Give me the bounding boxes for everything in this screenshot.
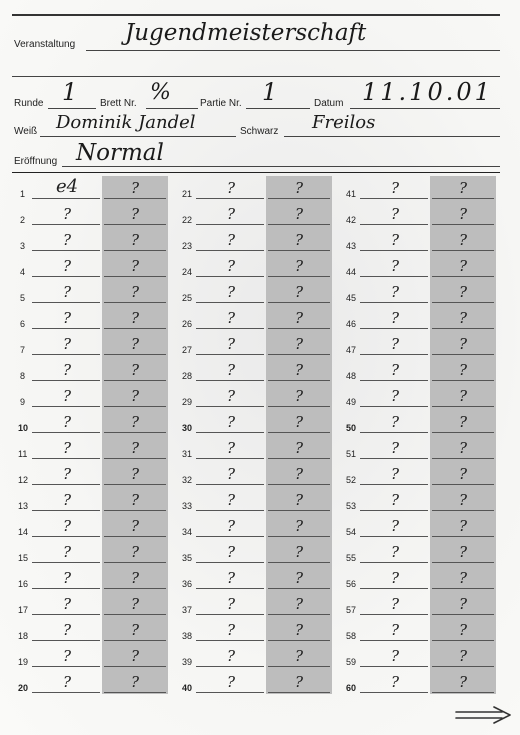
white-move: ? xyxy=(226,491,236,509)
move-number: 31 xyxy=(182,449,193,459)
move-row-2 xyxy=(12,202,174,228)
eroeffnung-label: Eröffnung xyxy=(14,156,58,167)
move-number: 33 xyxy=(182,501,193,511)
white-move: ? xyxy=(62,439,72,457)
black-move: ? xyxy=(458,517,468,535)
black-move: ? xyxy=(294,465,304,483)
white-move: ? xyxy=(390,335,400,353)
white-move: ? xyxy=(226,257,236,275)
move-number: 45 xyxy=(346,293,357,303)
white-move: ? xyxy=(62,595,72,613)
black-move: ? xyxy=(294,257,304,275)
white-move: ? xyxy=(62,257,72,275)
white-move: ? xyxy=(226,309,236,327)
move-row-40 xyxy=(176,670,338,696)
move-number: 27 xyxy=(182,345,193,355)
black-move: ? xyxy=(458,595,468,613)
white-move: ? xyxy=(226,335,236,353)
move-row-53 xyxy=(340,488,502,514)
move-number: 21 xyxy=(182,189,193,199)
black-move: ? xyxy=(294,309,304,327)
move-row-48 xyxy=(340,358,502,384)
move-number: 59 xyxy=(346,657,357,667)
white-move: ? xyxy=(226,673,236,691)
black-move: ? xyxy=(294,231,304,249)
move-row-39 xyxy=(176,644,338,670)
weiss-label: Weiß xyxy=(14,126,38,137)
move-number: 39 xyxy=(182,657,193,667)
move-row-18 xyxy=(12,618,174,644)
black-move: ? xyxy=(130,543,140,561)
move-number: 48 xyxy=(346,371,357,381)
black-move: ? xyxy=(294,413,304,431)
partie-label: Partie Nr. xyxy=(200,98,242,109)
black-move: ? xyxy=(458,673,468,691)
brett-value: % xyxy=(150,80,171,105)
white-move: ? xyxy=(62,309,72,327)
move-row-56 xyxy=(340,566,502,592)
black-move: ? xyxy=(458,231,468,249)
move-number: 8 xyxy=(20,371,26,381)
move-row-54 xyxy=(340,514,502,540)
move-row-26 xyxy=(176,306,338,332)
black-move: ? xyxy=(294,543,304,561)
black-move: ? xyxy=(294,179,304,197)
white-move: ? xyxy=(62,465,72,483)
datum-value: 11.10.01 xyxy=(362,78,493,106)
white-move: ? xyxy=(390,387,400,405)
black-move: ? xyxy=(458,647,468,665)
double-arrow-right-icon xyxy=(454,705,512,725)
black-move: ? xyxy=(294,387,304,405)
move-row-8 xyxy=(12,358,174,384)
move-row-57 xyxy=(340,592,502,618)
white-move: ? xyxy=(62,543,72,561)
move-row-10 xyxy=(12,410,174,436)
black-move: ? xyxy=(294,283,304,301)
move-row-13 xyxy=(12,488,174,514)
white-move: ? xyxy=(226,205,236,223)
white-move: ? xyxy=(62,673,72,691)
move-row-49 xyxy=(340,384,502,410)
move-number: 60 xyxy=(346,683,357,693)
move-row-55 xyxy=(340,540,502,566)
white-move: ? xyxy=(390,517,400,535)
white-move: ? xyxy=(390,309,400,327)
move-number: 29 xyxy=(182,397,193,407)
move-row-17 xyxy=(12,592,174,618)
move-row-11 xyxy=(12,436,174,462)
white-move: ? xyxy=(226,569,236,587)
move-number: 32 xyxy=(182,475,193,485)
move-row-52 xyxy=(340,462,502,488)
move-number: 52 xyxy=(346,475,357,485)
move-number: 17 xyxy=(18,605,29,615)
white-move: ? xyxy=(62,335,72,353)
white-move: ? xyxy=(390,179,400,197)
black-move: ? xyxy=(458,309,468,327)
white-move: ? xyxy=(62,569,72,587)
move-row-38 xyxy=(176,618,338,644)
white-move: ? xyxy=(226,647,236,665)
black-move: ? xyxy=(458,361,468,379)
veranstaltung-line xyxy=(86,50,500,51)
move-row-43 xyxy=(340,228,502,254)
brett-label: Brett Nr. xyxy=(100,98,137,109)
move-row-44 xyxy=(340,254,502,280)
schwarz-label: Schwarz xyxy=(240,126,279,137)
move-number: 42 xyxy=(346,215,357,225)
move-number: 55 xyxy=(346,553,357,563)
move-number: 50 xyxy=(346,423,357,433)
white-move: ? xyxy=(390,231,400,249)
white-move: ? xyxy=(226,387,236,405)
black-move: ? xyxy=(130,387,140,405)
partie-value: 1 xyxy=(262,78,278,106)
eroeffnung-value: Normal xyxy=(76,140,164,166)
move-row-33 xyxy=(176,488,338,514)
move-row-22 xyxy=(176,202,338,228)
white-move: ? xyxy=(226,283,236,301)
black-move: ? xyxy=(130,569,140,587)
white-move: ? xyxy=(390,257,400,275)
white-move: e4 xyxy=(55,176,79,197)
move-row-37 xyxy=(176,592,338,618)
move-row-16 xyxy=(12,566,174,592)
white-move: ? xyxy=(62,361,72,379)
move-number: 53 xyxy=(346,501,357,511)
move-number: 4 xyxy=(20,267,26,277)
move-number: 37 xyxy=(182,605,193,615)
black-move: ? xyxy=(294,673,304,691)
move-number: 58 xyxy=(346,631,357,641)
white-move: ? xyxy=(62,283,72,301)
veranstaltung-label: Veranstaltung xyxy=(14,39,76,50)
black-move: ? xyxy=(130,283,140,301)
white-move: ? xyxy=(390,465,400,483)
weiss-value: Dominik Jandel xyxy=(56,112,196,133)
move-number: 28 xyxy=(182,371,193,381)
white-move: ? xyxy=(62,231,72,249)
move-row-36 xyxy=(176,566,338,592)
move-number: 26 xyxy=(182,319,193,329)
move-number: 24 xyxy=(182,267,193,277)
white-move: ? xyxy=(390,361,400,379)
white-move: ? xyxy=(226,595,236,613)
white-move: ? xyxy=(390,595,400,613)
move-number: 51 xyxy=(346,449,357,459)
move-number: 13 xyxy=(18,501,29,511)
move-row-28 xyxy=(176,358,338,384)
black-move: ? xyxy=(458,387,468,405)
black-move: ? xyxy=(130,439,140,457)
move-row-24 xyxy=(176,254,338,280)
move-number: 16 xyxy=(18,579,29,589)
move-row-7 xyxy=(12,332,174,358)
black-move: ? xyxy=(458,205,468,223)
move-row-34 xyxy=(176,514,338,540)
move-row-59 xyxy=(340,644,502,670)
move-number: 10 xyxy=(18,423,29,433)
white-move: ? xyxy=(390,491,400,509)
move-number: 46 xyxy=(346,319,357,329)
move-row-32 xyxy=(176,462,338,488)
move-row-42 xyxy=(340,202,502,228)
white-move: ? xyxy=(62,413,72,431)
black-move: ? xyxy=(458,621,468,639)
black-move: ? xyxy=(130,179,140,197)
black-move: ? xyxy=(294,569,304,587)
move-row-29 xyxy=(176,384,338,410)
move-number: 30 xyxy=(182,423,193,433)
move-row-9 xyxy=(12,384,174,410)
move-number: 7 xyxy=(20,345,26,355)
black-move: ? xyxy=(294,621,304,639)
black-move: ? xyxy=(130,309,140,327)
veranstaltung-value: Jugendmeisterschaft xyxy=(125,20,367,46)
black-move: ? xyxy=(130,205,140,223)
move-number: 2 xyxy=(20,215,26,225)
move-row-27 xyxy=(176,332,338,358)
move-number: 35 xyxy=(182,553,193,563)
move-row-51 xyxy=(340,436,502,462)
black-move: ? xyxy=(130,361,140,379)
move-row-4 xyxy=(12,254,174,280)
black-move: ? xyxy=(130,621,140,639)
white-move: ? xyxy=(390,621,400,639)
white-move: ? xyxy=(390,569,400,587)
top-border xyxy=(12,14,500,16)
black-move: ? xyxy=(294,491,304,509)
black-move: ? xyxy=(130,673,140,691)
white-move: ? xyxy=(62,387,72,405)
white-move: ? xyxy=(226,439,236,457)
move-row-21 xyxy=(176,176,338,202)
black-move: ? xyxy=(458,179,468,197)
black-move: ? xyxy=(130,465,140,483)
white-move: ? xyxy=(62,491,72,509)
move-number: 40 xyxy=(182,683,193,693)
black-move: ? xyxy=(294,439,304,457)
move-number: 23 xyxy=(182,241,193,251)
move-number: 5 xyxy=(20,293,26,303)
move-number: 57 xyxy=(346,605,357,615)
black-move: ? xyxy=(294,335,304,353)
white-move: ? xyxy=(62,205,72,223)
move-number: 9 xyxy=(20,397,26,407)
black-move: ? xyxy=(294,205,304,223)
runde-label: Runde xyxy=(14,98,44,109)
move-row-1 xyxy=(12,176,174,202)
black-move: ? xyxy=(458,257,468,275)
black-move: ? xyxy=(130,647,140,665)
white-move: ? xyxy=(62,621,72,639)
white-move: ? xyxy=(62,647,72,665)
move-number: 43 xyxy=(346,241,357,251)
move-row-35 xyxy=(176,540,338,566)
schwarz-value: Freilos xyxy=(312,112,376,133)
move-row-46 xyxy=(340,306,502,332)
move-number: 34 xyxy=(182,527,193,537)
move-number: 56 xyxy=(346,579,357,589)
black-move: ? xyxy=(458,491,468,509)
white-move: ? xyxy=(62,517,72,535)
black-move: ? xyxy=(130,257,140,275)
move-number: 41 xyxy=(346,189,357,199)
move-number: 54 xyxy=(346,527,357,537)
move-row-3 xyxy=(12,228,174,254)
move-number: 20 xyxy=(18,683,29,693)
move-row-45 xyxy=(340,280,502,306)
move-number: 14 xyxy=(18,527,29,537)
move-row-19 xyxy=(12,644,174,670)
black-move: ? xyxy=(458,569,468,587)
move-number: 36 xyxy=(182,579,193,589)
white-move: ? xyxy=(226,361,236,379)
black-move: ? xyxy=(458,465,468,483)
move-number: 22 xyxy=(182,215,193,225)
move-row-12 xyxy=(12,462,174,488)
move-number: 44 xyxy=(346,267,357,277)
move-number: 3 xyxy=(20,241,26,251)
move-number: 1 xyxy=(20,189,26,199)
runde-value: 1 xyxy=(62,78,78,106)
black-move: ? xyxy=(294,517,304,535)
move-number: 38 xyxy=(182,631,193,641)
black-move: ? xyxy=(130,595,140,613)
white-move: ? xyxy=(390,673,400,691)
white-move: ? xyxy=(390,283,400,301)
move-number: 11 xyxy=(18,449,28,459)
white-move: ? xyxy=(226,621,236,639)
move-row-5 xyxy=(12,280,174,306)
move-row-25 xyxy=(176,280,338,306)
black-move: ? xyxy=(130,491,140,509)
move-number: 49 xyxy=(346,397,357,407)
header-separator xyxy=(12,172,500,173)
black-move: ? xyxy=(130,517,140,535)
black-move: ? xyxy=(458,543,468,561)
move-row-50 xyxy=(340,410,502,436)
white-move: ? xyxy=(226,231,236,249)
move-row-20 xyxy=(12,670,174,696)
move-number: 12 xyxy=(18,475,29,485)
white-move: ? xyxy=(390,205,400,223)
moves-grid xyxy=(12,176,500,694)
move-row-41 xyxy=(340,176,502,202)
black-move: ? xyxy=(130,335,140,353)
move-number: 18 xyxy=(18,631,29,641)
move-number: 6 xyxy=(20,319,26,329)
blank-line xyxy=(12,76,500,77)
move-row-47 xyxy=(340,332,502,358)
move-row-58 xyxy=(340,618,502,644)
move-number: 15 xyxy=(18,553,29,563)
black-move: ? xyxy=(458,439,468,457)
white-move: ? xyxy=(390,439,400,457)
move-number: 25 xyxy=(182,293,193,303)
move-row-15 xyxy=(12,540,174,566)
white-move: ? xyxy=(226,517,236,535)
move-row-60 xyxy=(340,670,502,696)
move-row-6 xyxy=(12,306,174,332)
black-move: ? xyxy=(458,335,468,353)
move-row-23 xyxy=(176,228,338,254)
black-move: ? xyxy=(294,647,304,665)
black-move: ? xyxy=(458,283,468,301)
white-move: ? xyxy=(226,543,236,561)
white-move: ? xyxy=(226,465,236,483)
white-move: ? xyxy=(390,543,400,561)
white-move: ? xyxy=(226,179,236,197)
move-number: 47 xyxy=(346,345,357,355)
move-row-30 xyxy=(176,410,338,436)
white-move: ? xyxy=(226,413,236,431)
black-move: ? xyxy=(294,595,304,613)
datum-label: Datum xyxy=(314,98,344,109)
black-move: ? xyxy=(294,361,304,379)
black-move: ? xyxy=(458,413,468,431)
white-move: ? xyxy=(390,647,400,665)
black-move: ? xyxy=(130,413,140,431)
move-number: 19 xyxy=(18,657,29,667)
move-row-14 xyxy=(12,514,174,540)
black-move: ? xyxy=(130,231,140,249)
move-row-31 xyxy=(176,436,338,462)
white-move: ? xyxy=(390,413,400,431)
